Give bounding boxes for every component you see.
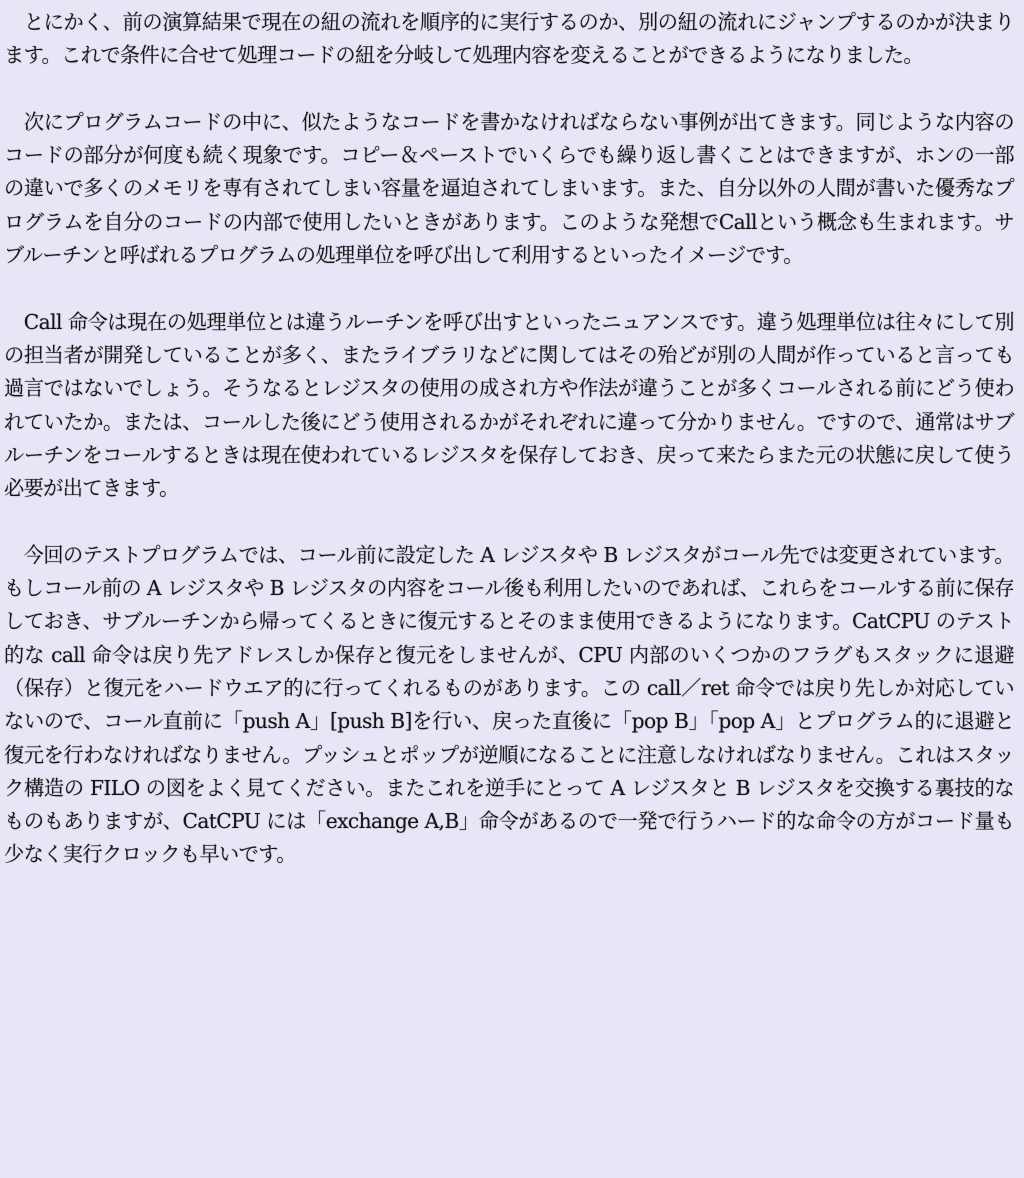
paragraph-call-concept: 次にプログラムコードの中に、似たようなコードを書かなければならない事例が出てきます。同じような内容のコードの部分が何度も続く現象です。コピー＆ペーストでいくらでも繰り返し書くことはできますが、ホンの一部の違いで多くのメモリを専有されてしまい容量を逼迫されてしまいます。また、自分以外の人間が書いた優秀なプログラムを自分のコードの内部で使用したいときがあります。このような発想でCallという概念も生まれます。サブルーチンと呼ばれるプログラムの処理単位を呼び出して利用するといったイメージです。	[4, 109, 1014, 268]
paragraph-test-program: 今回のテストプログラムでは、コール前に設定した A レジスタや B レジスタがコール先では変更されています。もしコール前の A レジスタや B レジスタの内容をコール後も利用したいのであれば、これらをコールする前に保存しておき、サブルーチンから帰ってくるときに復元するとそのまま使用できるようになります。CatCPU のテスト的な call 命令は戻り先アドレスしか保存と復元をしませんが、CPU 内部のいくつかのフラグもスタックに退避（保存）と復元をハードウエア的に行ってくれるものがあります。この call／ret 命令では戻り先しか対応していないので、コール直前に「push A」[push B]を行い、戻った直後に「pop B」「pop A」とプログラム的に退避と復元を行わなければなりません。プッシュとポップが逆順になることに注意しなければなりません。これはスタック構造の FILO の図をよく見てください。またこれを逆手にとって A レジスタと B レジスタを交換する裏技的なものもありますが、CatCPU には「exchange A,B」命令があるので一発で行うハード的な命令の方がコード量も少なく実行クロックも早いです。	[4, 542, 1014, 867]
paragraph-branching: とにかく、前の演算結果で現在の紐の流れを順序的に実行するのか、別の紐の流れにジャンプするのかが決まります。これで条件に合せて処理コードの紐を分岐して処理内容を変えることができるようになりました。	[4, 10, 1014, 68]
paragraph-call-instruction: Call 命令は現在の処理単位とは違うルーチンを呼び出すといったニュアンスです。違う処理単位は往々にして別の担当者が開発していることが多く、またライブラリなどに関してはその殆どが別の人間が作っていると言っても過言ではないでしょう。そうなるとレジスタの使用の成され方や作法が違うことが多くコールされる前にどう使われていたか。または、コールした後にどう使用されるかがそれぞれに違って分かりません。ですので、通常はサブルーチンをコールするときは現在使われているレジスタを保存しておき、戻って来たらまた元の状態に戻して使う必要が出てきます。	[4, 309, 1014, 501]
